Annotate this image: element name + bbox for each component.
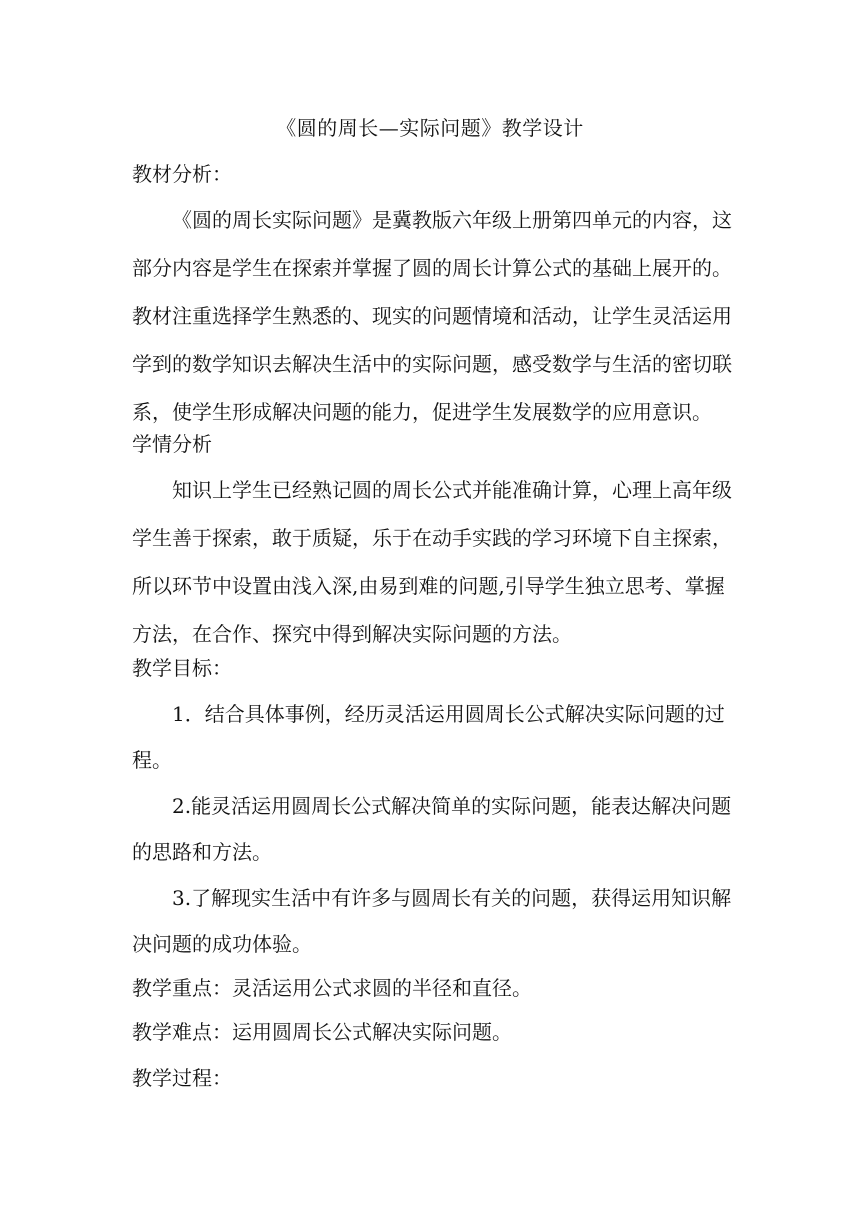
paragraph-line: 部分内容是学生在探索并掌握了圆的周长计算公式的基础上展开的。: [132, 256, 732, 280]
section-heading-teaching-process: 教学过程：: [132, 1066, 232, 1090]
difficulty-line: 教学难点：运用圆周长公式解决实际问题。: [132, 1020, 512, 1044]
section-heading-teaching-goals: 教学目标：: [132, 656, 232, 680]
paragraph-line: 知识上学生已经熟记圆的周长公式并能准确计算，心理上高年级: [172, 478, 732, 502]
section-heading-textbook-analysis: 教材分析：: [132, 162, 232, 186]
paragraph-line: 教材注重选择学生熟悉的、现实的问题情境和活动，让学生灵活运用: [132, 304, 732, 328]
goal-item-3-line-2: 决问题的成功体验。: [132, 932, 312, 956]
paragraph-line: 方法，在合作、探究中得到解决实际问题的方法。: [132, 622, 572, 646]
goal-item-2-line-2: 的思路和方法。: [132, 840, 272, 864]
goal-item-2-line-1: 2.能灵活运用圆周长公式解决简单的实际问题，能表达解决问题: [172, 794, 732, 818]
document-title: 《圆的周长—实际问题》教学设计: [276, 116, 584, 140]
paragraph-line: 《圆的周长实际问题》是冀教版六年级上册第四单元的内容，这: [172, 208, 732, 232]
paragraph-line: 系，使学生形成解决问题的能力，促进学生发展数学的应用意识。: [132, 400, 712, 424]
paragraph-line: 所以环节中设置由浅入深,由易到难的问题,引导学生独立思考、掌握: [132, 574, 725, 598]
section-heading-student-analysis: 学情分析: [132, 432, 212, 456]
goal-item-1-line-2: 程。: [132, 748, 172, 772]
goal-item-3-line-1: 3.了解现实生活中有许多与圆周长有关的问题，获得运用知识解: [172, 886, 732, 910]
paragraph-line: 学到的数学知识去解决生活中的实际问题，感受数学与生活的密切联: [132, 352, 732, 376]
paragraph-line: 学生善于探索，敢于质疑，乐于在动手实践的学习环境下自主探索，: [132, 526, 732, 550]
goal-item-1-line-1: 1．结合具体事例，经历灵活运用圆周长公式解决实际问题的过: [172, 702, 725, 726]
key-point-line: 教学重点：灵活运用公式求圆的半径和直径。: [132, 976, 532, 1000]
